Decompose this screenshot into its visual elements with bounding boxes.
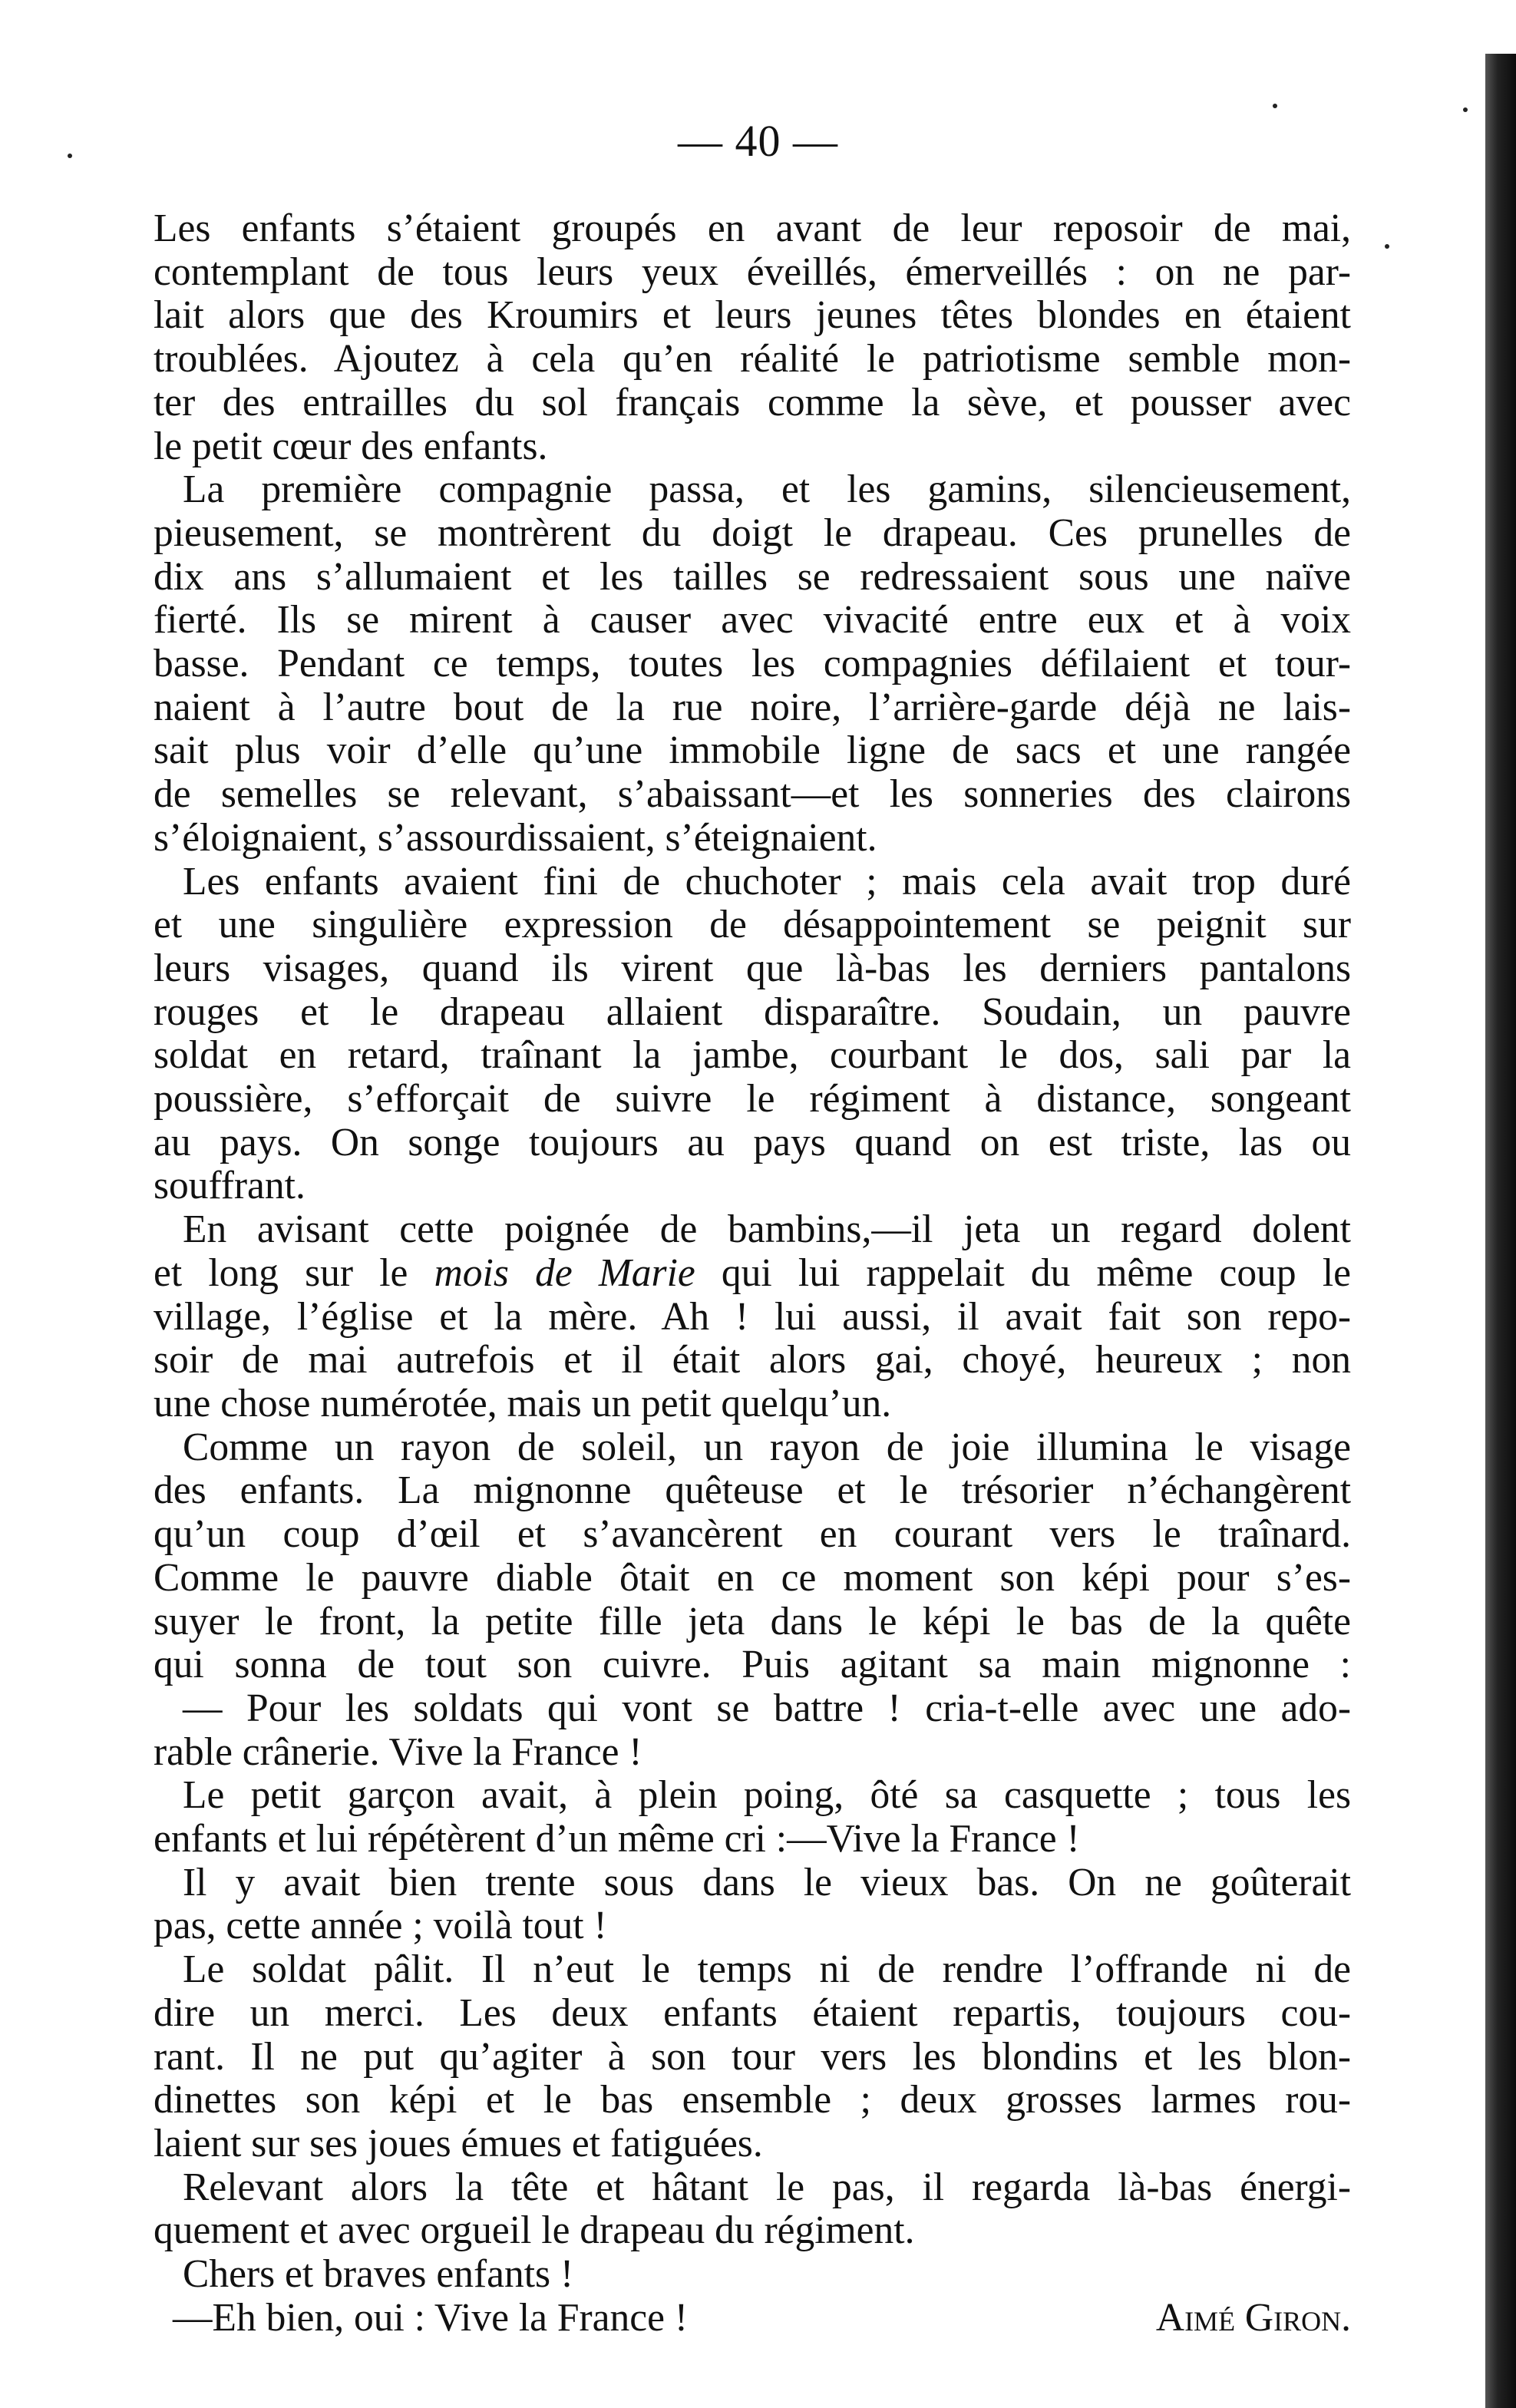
text-line: contemplant de tous leurs yeux éveillés, émerveillés : on ne par- [154,249,1351,294]
author-signature: Aimé Giron. [1155,2295,1351,2340]
text-line: laient sur ses joues émues et fatiguées. [154,2121,763,2165]
text-line: En avisant cette poignée de bambins,—il jeta un regard dolent [183,1207,1351,1252]
print-speck [1463,107,1468,112]
text-line: rable crânerie. Vive la France ! [154,1729,642,1774]
text-line: pieusement, se montrèrent du doigt le drapeau. Ces prunelles de [154,510,1351,555]
text-line: leurs visages, quand ils virent que là-bas les derniers pantalons [154,946,1351,990]
text-line: dinettes son képi et le bas ensemble ; deux grosses larmes rou- [154,2078,1351,2122]
text-line: lait alors que des Kroumirs et leurs jeunes têtes blondes en étaient [154,293,1351,338]
text-line: souffrant. [154,1164,306,1208]
text-line: rouges et le drapeau allaient disparaître. Soudain, un pauvre [154,989,1351,1034]
text-line: Les enfants s’étaient groupés en avant de leur reposoir de mai, [154,206,1351,250]
text-line: soldat en retard, traînant la jambe, courbant le dos, sali par la [154,1033,1351,1078]
closing-line [154,2297,1351,2340]
text-line: basse. Pendant ce temps, toutes les compagnies défilaient et tour- [154,642,1351,686]
text-line: Comme le pauvre diable ôtait en ce moment son képi pour s’es- [154,1555,1351,1600]
text-line: Il y avait bien trente sous dans le vieux bas. On ne goûterait [183,1860,1351,1904]
text-line: qui sonna de tout son cuivre. Puis agitant sa main mignonne : [154,1643,1351,1687]
text-line: Relevant alors la tête et hâtant le pas, il regarda là-bas énergi- [183,2165,1351,2209]
text-line: enfants et lui répétèrent d’un même cri :—Vive la France ! [154,1817,1080,1861]
text-line: rant. Il ne put qu’agiter à son tour vers les blondins et les blon- [154,2034,1351,2079]
text-line: Le petit garçon avait, à plein poing, ôté sa casquette ; tous les [183,1773,1351,1818]
text-line: une chose numérotée, mais un petit quelqu’un. [154,1381,892,1425]
text-line: et long sur le mois de Marie qui lui rappelait du même coup le [154,1250,1351,1295]
print-speck [1273,104,1277,108]
text-line: Chers et braves enfants ! [183,2252,574,2297]
text-line: dix ans s’allumaient et les tailles se redressaient sous une naïve [154,554,1351,599]
text-line: dire un merci. Les deux enfants étaient repartis, toujours cou- [154,1990,1351,2035]
italic-title: mois de Marie [434,1250,695,1295]
text-line: troublées. Ajoutez à cela qu’en réalité le patriotisme semble mon- [154,337,1351,382]
print-speck [1385,244,1389,249]
text-line: — Pour les soldats qui vont se battre ! cria-t-elle avec une ado- [183,1686,1351,1730]
print-speck [68,154,72,158]
text-line: fierté. Ils se mirent à causer avec vivacité entre eux et à voix [154,598,1351,642]
text-line: village, l’église et la mère. Ah ! lui aussi, il avait fait son repo- [154,1294,1351,1339]
text-line: au pays. On songe toujours au pays quand on est triste, las ou [154,1120,1351,1164]
page-edge-shadow [1485,54,1516,2408]
text-line: qu’un coup d’œil et s’avancèrent en courant vers le traînard. [154,1512,1351,1557]
text-line: sait plus voir d’elle qu’une immobile ligne de sacs et une rangée [154,728,1351,773]
text-line: s’éloignaient, s’assourdissaient, s’éteignaient. [154,815,877,860]
text-line: et une singulière expression de désappointement se peignit sur [154,903,1351,947]
article-text [154,207,1351,2340]
page-number: — 40 — [678,116,838,166]
text-line: Les enfants avaient fini de chuchoter ; mais cela avait trop duré [183,859,1351,903]
closing-exclamation: —Eh bien, oui : Vive la France ! [173,2295,689,2340]
text-line: soir de mai autrefois et il était alors gai, choyé, heureux ; non [154,1338,1351,1382]
text-line: des enfants. La mignonne quêteuse et le trésorier n’échangèrent [154,1468,1351,1513]
text-line: ter des entrailles du sol français comme la sève, et pousser avec [154,380,1351,424]
text-line: Comme un rayon de soleil, un rayon de joie illumina le visage [183,1425,1351,1469]
text-line: La première compagnie passa, et les gamins, silencieusement, [183,467,1351,512]
text-line: poussière, s’efforçait de suivre le régiment à distance, songeant [154,1077,1351,1121]
text-line: quement et avec orgueil le drapeau du régiment. [154,2208,915,2253]
text-line: pas, cette année ; voilà tout ! [154,1904,607,1948]
text-line: le petit cœur des enfants. [154,424,548,468]
text-line: de semelles se relevant, s’abaissant—et les sonneries des clairons [154,772,1351,817]
text-line: Le soldat pâlit. Il n’eut le temps ni de rendre l’offrande ni de [183,1947,1351,1992]
text-line: naient à l’autre bout de la rue noire, l’arrière-garde déjà ne lais- [154,685,1351,729]
text-line: suyer le front, la petite fille jeta dans le képi le bas de la quête [154,1599,1351,1643]
